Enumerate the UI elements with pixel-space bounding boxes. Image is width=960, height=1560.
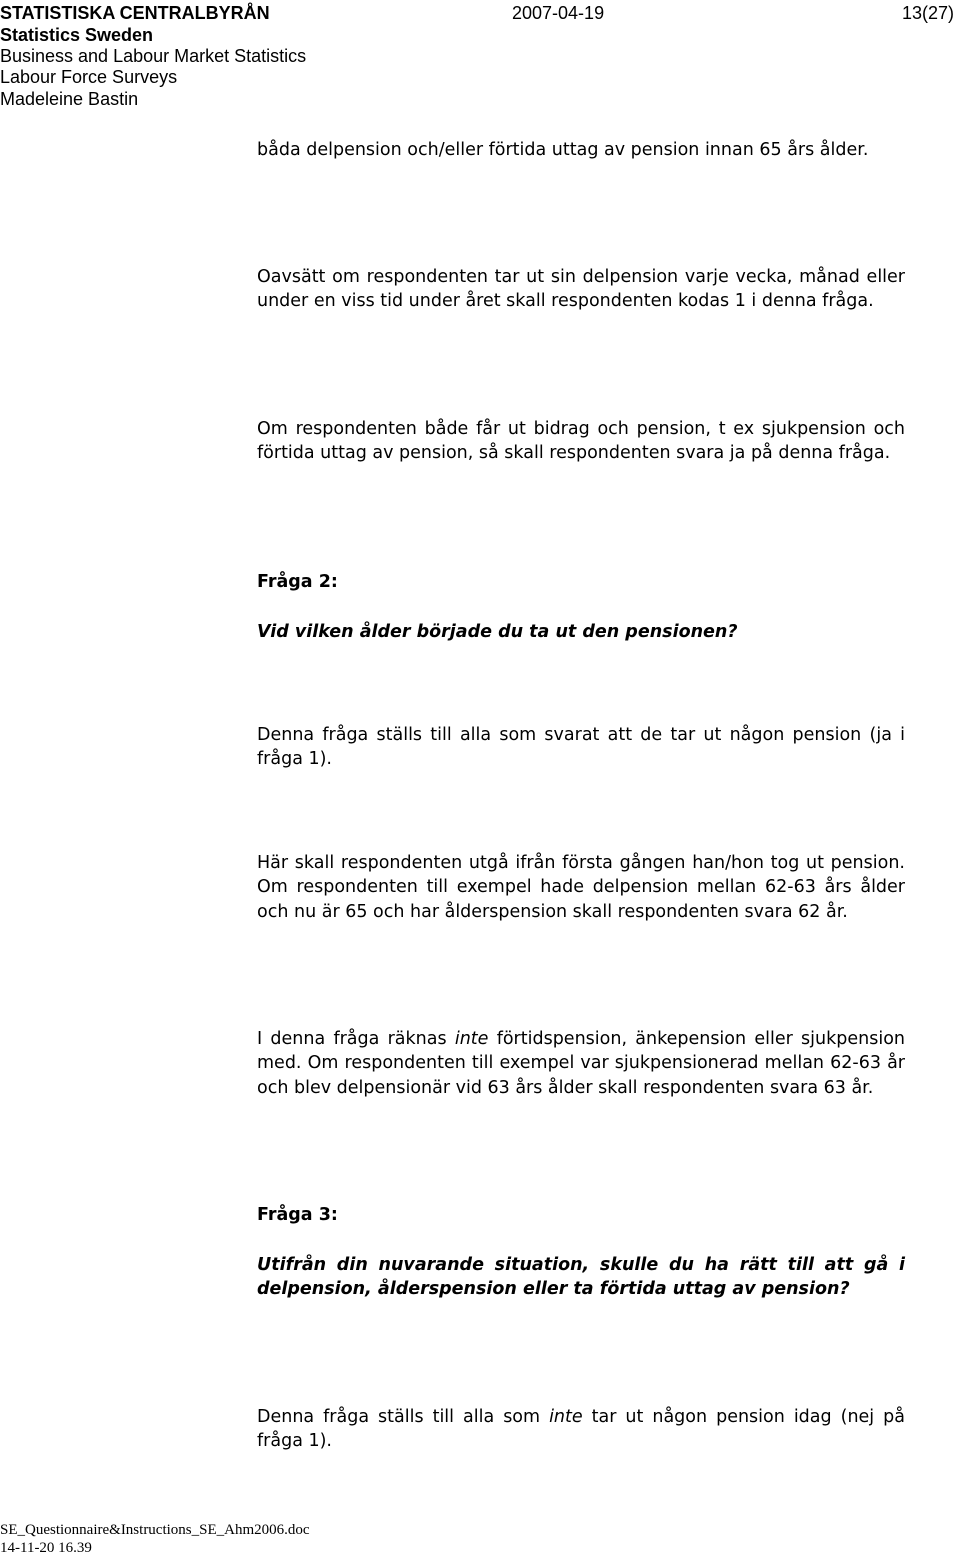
emphasis: inte (549, 1407, 583, 1427)
footer-filename: SE_Questionnaire&Instructions_SE_Ahm2006.doc (0, 1522, 310, 1538)
unit: Labour Force Surveys (0, 67, 178, 87)
document-date: 2007-04-19 (512, 3, 605, 23)
paragraph (257, 265, 905, 314)
paragraph-text (257, 1405, 905, 1454)
paragraph-text: Oavsätt om respondenten tar ut sin delpension varje vecka, månad eller under en viss tid under året skall respondenten kodas 1 i denna fråga. (257, 267, 905, 312)
question-2-text: Vid vilken ålder började du ta ut den pensionen? (257, 622, 738, 642)
paragraph-text (257, 1027, 905, 1100)
text-run: tar ut någon pension idag (nej på fråga 1). (257, 1407, 905, 1452)
emphasis: inte (454, 1029, 489, 1049)
department: Business and Labour Market Statistics (0, 46, 307, 66)
paragraph-text: båda delpension och/eller förtida uttag av pension innan 65 års ålder. (257, 140, 869, 160)
page-number: 13(27) (901, 3, 954, 23)
paragraph (257, 138, 905, 162)
paragraph-text: Om respondenten både får ut bidrag och pension, t ex sjukpension och förtida uttag av pension, så skall respondenten svara ja på denna fråga. (257, 419, 905, 464)
paragraph-text: Denna fråga ställs till alla som svarat att de tar ut någon pension (ja i fråga 1). (257, 725, 905, 770)
paragraph (257, 1405, 905, 1454)
text-run: I denna fråga räknas (257, 1029, 455, 1049)
paragraph (257, 417, 905, 466)
org-name-english: Statistics Sweden (0, 25, 154, 45)
author: Madeleine Bastin (0, 89, 139, 109)
question-3-heading: Fråga 3: (257, 1205, 338, 1225)
text-run: förtidspension, änkepension eller sjukpension med. Om respondenten till exempel var sjukpensionerad mellan 62-63 år och blev delpensionär vid 63 års ålder skall respondenten svara 63 år. (257, 1029, 905, 1098)
question-3-text: Utifrån din nuvarande situation, skulle du ha rätt till att gå i delpension, ålderspension eller ta förtida uttag av pension? (257, 1255, 905, 1300)
paragraph (257, 1027, 905, 1100)
question-2-heading: Fråga 2: (257, 572, 338, 592)
paragraph (257, 851, 905, 924)
footer-timestamp: 14-11-20 16.39 (0, 1540, 92, 1556)
text-run: Denna fråga ställs till alla som (257, 1407, 550, 1427)
org-name: STATISTISKA CENTRALBYRÅN (0, 3, 270, 23)
paragraph-text: Här skall respondenten utgå ifrån första gången han/hon tog ut pension. Om respondenten till exempel hade delpension mellan 62-63 års ålder och nu är 65 och har ålderspension skall respondenten svara 62 år. (257, 853, 905, 922)
paragraph (257, 723, 905, 772)
